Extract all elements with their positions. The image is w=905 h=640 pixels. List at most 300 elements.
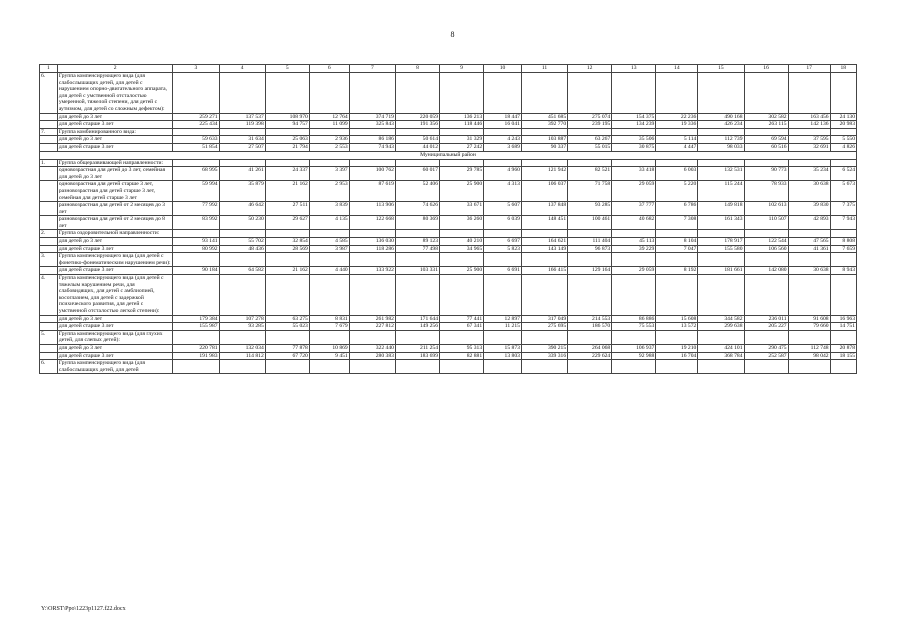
value-cell: 137 537 bbox=[219, 113, 265, 121]
empty-cell bbox=[788, 73, 830, 114]
table-body bbox=[40, 65, 857, 374]
value-cell: 71 758 bbox=[568, 181, 612, 202]
value-cell: 79 660 bbox=[788, 323, 830, 331]
value-cell: 20 983 bbox=[830, 121, 856, 129]
column-number-cell: 16 bbox=[744, 65, 788, 73]
column-number-cell: 2 bbox=[57, 65, 173, 73]
tariff-table bbox=[39, 64, 857, 374]
value-cell: 50 614 bbox=[395, 136, 439, 144]
empty-cell bbox=[395, 128, 439, 136]
empty-cell bbox=[349, 159, 395, 167]
value-cell: 16 704 bbox=[656, 352, 698, 360]
row-number bbox=[40, 238, 58, 246]
value-cell: 55 702 bbox=[219, 238, 265, 246]
empty-cell bbox=[395, 360, 439, 374]
table-row bbox=[40, 136, 857, 144]
value-cell: 5 823 bbox=[484, 245, 522, 253]
empty-cell bbox=[521, 253, 567, 267]
column-number-cell: 17 bbox=[788, 65, 830, 73]
value-cell: 25 900 bbox=[440, 267, 484, 275]
empty-cell bbox=[612, 360, 656, 374]
empty-cell bbox=[219, 73, 265, 114]
row-label: для детей старше 3 лет bbox=[57, 143, 173, 151]
value-cell: 77 992 bbox=[173, 202, 219, 216]
empty-cell bbox=[440, 253, 484, 267]
value-cell: 2 953 bbox=[309, 181, 349, 202]
row-label: одновозрастная для детей старше 3 лет, разновозрастная для детей старше 3 лет, семейная для детей старше 3 лет bbox=[57, 181, 173, 202]
value-cell: 5 607 bbox=[484, 202, 522, 216]
value-cell: 275 695 bbox=[521, 323, 567, 331]
value-cell: 171 644 bbox=[395, 315, 439, 323]
value-cell: 290 475 bbox=[744, 344, 788, 352]
empty-cell bbox=[309, 230, 349, 238]
value-cell: 10 869 bbox=[309, 344, 349, 352]
empty-cell bbox=[521, 360, 567, 374]
column-number-cell: 10 bbox=[484, 65, 522, 73]
column-number-cell: 9 bbox=[440, 65, 484, 73]
empty-cell bbox=[484, 73, 522, 114]
row-label: разновозрастная для детей от 2 месяцев до 3 лет bbox=[57, 202, 173, 216]
value-cell: 106 037 bbox=[521, 181, 567, 202]
table-row bbox=[40, 113, 857, 121]
empty-cell bbox=[349, 360, 395, 374]
value-cell: 33 671 bbox=[440, 202, 484, 216]
empty-cell bbox=[173, 73, 219, 114]
value-cell: 186 570 bbox=[568, 323, 612, 331]
value-cell: 36 260 bbox=[440, 216, 484, 230]
table-row bbox=[40, 143, 857, 151]
empty-cell bbox=[788, 360, 830, 374]
value-cell: 44 012 bbox=[395, 143, 439, 151]
row-number bbox=[40, 121, 58, 129]
empty-cell bbox=[484, 230, 522, 238]
value-cell: 7 943 bbox=[830, 216, 856, 230]
empty-cell bbox=[521, 128, 567, 136]
value-cell: 115 244 bbox=[698, 181, 744, 202]
value-cell: 6 786 bbox=[656, 202, 698, 216]
empty-cell bbox=[440, 330, 484, 344]
value-cell: 93 141 bbox=[173, 238, 219, 246]
value-cell: 142 136 bbox=[788, 121, 830, 129]
value-cell: 4 447 bbox=[656, 143, 698, 151]
table-row bbox=[40, 267, 857, 275]
row-label: одновозрастная для детей до 3 лет, семейная для детей до 3 лет bbox=[57, 167, 173, 181]
value-cell: 8 808 bbox=[830, 238, 856, 246]
empty-cell bbox=[612, 253, 656, 267]
empty-cell bbox=[395, 230, 439, 238]
empty-cell bbox=[698, 230, 744, 238]
value-cell: 113 906 bbox=[349, 202, 395, 216]
row-number: 7. bbox=[40, 128, 58, 136]
empty-cell bbox=[656, 159, 698, 167]
value-cell: 7 047 bbox=[656, 245, 698, 253]
value-cell: 149 818 bbox=[698, 202, 744, 216]
value-cell: 3 839 bbox=[309, 202, 349, 216]
empty-cell bbox=[521, 230, 567, 238]
empty-cell bbox=[788, 159, 830, 167]
empty-cell bbox=[219, 253, 265, 267]
row-number bbox=[40, 267, 58, 275]
empty-cell bbox=[656, 360, 698, 374]
group-row bbox=[40, 330, 857, 344]
empty-cell bbox=[265, 360, 309, 374]
value-cell: 368 784 bbox=[698, 352, 744, 360]
value-cell: 3 397 bbox=[309, 167, 349, 181]
empty-cell bbox=[830, 159, 856, 167]
row-number: 6. bbox=[40, 360, 58, 374]
value-cell: 164 621 bbox=[521, 238, 567, 246]
empty-cell bbox=[440, 159, 484, 167]
value-cell: 392 770 bbox=[521, 121, 567, 129]
empty-cell bbox=[788, 330, 830, 344]
value-cell: 4 135 bbox=[309, 216, 349, 230]
value-cell: 178 917 bbox=[698, 238, 744, 246]
value-cell: 42 893 bbox=[788, 216, 830, 230]
row-number: 1. bbox=[40, 159, 58, 167]
value-cell: 133 922 bbox=[349, 267, 395, 275]
value-cell: 67 341 bbox=[440, 323, 484, 331]
column-number-cell: 15 bbox=[698, 65, 744, 73]
value-cell: 24 130 bbox=[830, 113, 856, 121]
value-cell: 339 316 bbox=[521, 352, 567, 360]
column-number-cell: 11 bbox=[521, 65, 567, 73]
value-cell: 8 943 bbox=[830, 267, 856, 275]
value-cell: 220 059 bbox=[395, 113, 439, 121]
value-cell: 252 587 bbox=[744, 352, 788, 360]
value-cell: 13 572 bbox=[656, 323, 698, 331]
value-cell: 155 987 bbox=[173, 323, 219, 331]
value-cell: 4 960 bbox=[484, 167, 522, 181]
empty-cell bbox=[788, 230, 830, 238]
value-cell: 83 992 bbox=[173, 216, 219, 230]
page-number: 8 bbox=[450, 30, 455, 39]
group-row bbox=[40, 360, 857, 374]
value-cell: 77 441 bbox=[440, 315, 484, 323]
table-row bbox=[40, 216, 857, 230]
value-cell: 136 213 bbox=[440, 113, 484, 121]
row-number bbox=[40, 245, 58, 253]
empty-cell bbox=[440, 128, 484, 136]
value-cell: 4 826 bbox=[830, 143, 856, 151]
value-cell: 13 803 bbox=[484, 352, 522, 360]
value-cell: 102 613 bbox=[744, 202, 788, 216]
row-number: 6. bbox=[40, 73, 58, 114]
value-cell: 148 451 bbox=[521, 216, 567, 230]
empty-cell bbox=[219, 159, 265, 167]
value-cell: 6 691 bbox=[484, 267, 522, 275]
value-cell: 239 195 bbox=[568, 121, 612, 129]
value-cell: 74 943 bbox=[349, 143, 395, 151]
empty-cell bbox=[568, 230, 612, 238]
value-cell: 275 074 bbox=[568, 113, 612, 121]
empty-cell bbox=[265, 275, 309, 316]
value-cell: 5 220 bbox=[656, 181, 698, 202]
value-cell: 31 634 bbox=[219, 136, 265, 144]
empty-cell bbox=[349, 73, 395, 114]
empty-cell bbox=[484, 159, 522, 167]
empty-cell bbox=[173, 330, 219, 344]
value-cell: 280 383 bbox=[349, 352, 395, 360]
empty-cell bbox=[521, 275, 567, 316]
value-cell: 82 521 bbox=[568, 167, 612, 181]
value-cell: 27 507 bbox=[219, 143, 265, 151]
row-number: 5. bbox=[40, 330, 58, 344]
group-title: Группа компенсирующего вида (для слабослышащих детей, для детей с нарушением опорно-двигательного аппарата, для детей с умственной отсталостью умеренной, тяжелой степени, для детей с аутизмом, для детей со сложным дефектом): bbox=[57, 73, 173, 114]
value-cell: 63 275 bbox=[265, 315, 309, 323]
value-cell: 103 331 bbox=[395, 267, 439, 275]
empty-cell bbox=[484, 128, 522, 136]
value-cell: 41 361 bbox=[788, 245, 830, 253]
row-number: 2. bbox=[40, 230, 58, 238]
group-row bbox=[40, 159, 857, 167]
value-cell: 229 624 bbox=[568, 352, 612, 360]
value-cell: 225 434 bbox=[173, 121, 219, 129]
empty-cell bbox=[484, 360, 522, 374]
value-cell: 4 243 bbox=[484, 136, 522, 144]
value-cell: 183 699 bbox=[395, 352, 439, 360]
value-cell: 30 875 bbox=[612, 143, 656, 151]
table-row bbox=[40, 202, 857, 216]
empty-cell bbox=[265, 159, 309, 167]
row-number bbox=[40, 323, 58, 331]
value-cell: 29 059 bbox=[612, 181, 656, 202]
empty-cell bbox=[612, 330, 656, 344]
value-cell: 107 278 bbox=[219, 315, 265, 323]
empty-cell bbox=[830, 330, 856, 344]
value-cell: 16 041 bbox=[484, 121, 522, 129]
table-row bbox=[40, 352, 857, 360]
empty-cell bbox=[395, 73, 439, 114]
row-label: для детей до 3 лет bbox=[57, 315, 173, 323]
value-cell: 51 854 bbox=[173, 143, 219, 151]
value-cell: 47 565 bbox=[788, 238, 830, 246]
value-cell: 118 446 bbox=[440, 121, 484, 129]
row-label: для детей старше 3 лет bbox=[57, 323, 173, 331]
empty-cell bbox=[173, 128, 219, 136]
value-cell: 111 404 bbox=[568, 238, 612, 246]
value-cell: 155 580 bbox=[698, 245, 744, 253]
column-number-cell: 3 bbox=[173, 65, 219, 73]
value-cell: 2 553 bbox=[309, 143, 349, 151]
value-cell: 149 256 bbox=[395, 323, 439, 331]
empty-cell bbox=[568, 73, 612, 114]
value-cell: 122 544 bbox=[744, 238, 788, 246]
value-cell: 191 356 bbox=[395, 121, 439, 129]
column-number-cell: 5 bbox=[265, 65, 309, 73]
table-row bbox=[40, 245, 857, 253]
value-cell: 154 375 bbox=[612, 113, 656, 121]
value-cell: 55 023 bbox=[265, 323, 309, 331]
value-cell: 114 812 bbox=[219, 352, 265, 360]
file-path-footer: Y:\ORST\Ppo\1223p1127.f22.docx bbox=[41, 606, 126, 612]
value-cell: 7 659 bbox=[830, 245, 856, 253]
value-cell: 59 633 bbox=[173, 136, 219, 144]
empty-cell bbox=[744, 73, 788, 114]
value-cell: 48 436 bbox=[219, 245, 265, 253]
empty-cell bbox=[395, 253, 439, 267]
empty-cell bbox=[568, 330, 612, 344]
value-cell: 261 982 bbox=[349, 315, 395, 323]
group-row bbox=[40, 73, 857, 114]
value-cell: 35 234 bbox=[788, 167, 830, 181]
value-cell: 181 661 bbox=[698, 267, 744, 275]
row-number bbox=[40, 136, 58, 144]
empty-cell bbox=[744, 230, 788, 238]
empty-cell bbox=[173, 360, 219, 374]
empty-cell bbox=[173, 159, 219, 167]
empty-cell bbox=[265, 330, 309, 344]
value-cell: 129 164 bbox=[568, 267, 612, 275]
value-cell: 325 843 bbox=[349, 121, 395, 129]
value-cell: 80 369 bbox=[395, 216, 439, 230]
value-cell: 63 267 bbox=[568, 136, 612, 144]
value-cell: 5 673 bbox=[830, 181, 856, 202]
column-number-cell: 1 bbox=[40, 65, 58, 73]
row-label: для детей старше 3 лет bbox=[57, 245, 173, 253]
empty-cell bbox=[173, 253, 219, 267]
value-cell: 15 873 bbox=[484, 344, 522, 352]
column-number-cell: 7 bbox=[349, 65, 395, 73]
empty-cell bbox=[309, 275, 349, 316]
value-cell: 37 777 bbox=[612, 202, 656, 216]
value-cell: 100 762 bbox=[349, 167, 395, 181]
value-cell: 317 049 bbox=[521, 315, 567, 323]
value-cell: 179 384 bbox=[173, 315, 219, 323]
value-cell: 21 162 bbox=[265, 267, 309, 275]
value-cell: 39 830 bbox=[788, 202, 830, 216]
row-number bbox=[40, 216, 58, 230]
value-cell: 98 042 bbox=[788, 352, 830, 360]
row-number bbox=[40, 315, 58, 323]
row-label: для детей старше 3 лет bbox=[57, 121, 173, 129]
empty-cell bbox=[698, 253, 744, 267]
value-cell: 106 560 bbox=[744, 245, 788, 253]
empty-cell bbox=[612, 230, 656, 238]
row-number: 4. bbox=[40, 275, 58, 316]
value-cell: 112 748 bbox=[788, 344, 830, 352]
value-cell: 92 988 bbox=[612, 352, 656, 360]
empty-cell bbox=[219, 330, 265, 344]
row-label: разновозрастная для детей от 2 месяцев до 8 лет bbox=[57, 216, 173, 230]
empty-cell bbox=[744, 128, 788, 136]
value-cell: 5 114 bbox=[656, 136, 698, 144]
table-row bbox=[40, 323, 857, 331]
value-cell: 163 456 bbox=[788, 113, 830, 121]
value-cell: 40 210 bbox=[440, 238, 484, 246]
empty-cell bbox=[349, 275, 395, 316]
column-number-cell: 12 bbox=[568, 65, 612, 73]
value-cell: 6 524 bbox=[830, 167, 856, 181]
row-label: для детей до 3 лет bbox=[57, 113, 173, 121]
value-cell: 6 039 bbox=[484, 216, 522, 230]
value-cell: 90 337 bbox=[521, 143, 567, 151]
value-cell: 86 886 bbox=[612, 315, 656, 323]
value-cell: 93 285 bbox=[219, 323, 265, 331]
empty-cell bbox=[265, 128, 309, 136]
value-cell: 302 582 bbox=[744, 113, 788, 121]
empty-cell bbox=[219, 230, 265, 238]
value-cell: 132 531 bbox=[698, 167, 744, 181]
value-cell: 137 848 bbox=[521, 202, 567, 216]
value-cell: 30 638 bbox=[788, 181, 830, 202]
value-cell: 95 313 bbox=[440, 344, 484, 352]
value-cell: 18 447 bbox=[484, 113, 522, 121]
value-cell: 299 638 bbox=[698, 323, 744, 331]
value-cell: 14 751 bbox=[830, 323, 856, 331]
empty-cell bbox=[484, 253, 522, 267]
empty-cell bbox=[698, 73, 744, 114]
empty-cell bbox=[484, 275, 522, 316]
value-cell: 191 983 bbox=[173, 352, 219, 360]
empty-cell bbox=[788, 128, 830, 136]
value-cell: 121 942 bbox=[521, 167, 567, 181]
empty-cell bbox=[830, 128, 856, 136]
value-cell: 29 627 bbox=[265, 216, 309, 230]
value-cell: 374 719 bbox=[349, 113, 395, 121]
value-cell: 220 781 bbox=[173, 344, 219, 352]
value-cell: 490 168 bbox=[698, 113, 744, 121]
value-cell: 214 553 bbox=[568, 315, 612, 323]
empty-cell bbox=[698, 159, 744, 167]
value-cell: 122 668 bbox=[349, 216, 395, 230]
value-cell: 112 739 bbox=[698, 136, 744, 144]
value-cell: 86 186 bbox=[349, 136, 395, 144]
value-cell: 132 034 bbox=[219, 344, 265, 352]
empty-cell bbox=[656, 128, 698, 136]
empty-cell bbox=[309, 128, 349, 136]
empty-cell bbox=[830, 275, 856, 316]
value-cell: 119 398 bbox=[219, 121, 265, 129]
value-cell: 161 343 bbox=[698, 216, 744, 230]
row-number bbox=[40, 143, 58, 151]
value-cell: 134 239 bbox=[612, 121, 656, 129]
row-number bbox=[40, 344, 58, 352]
empty-cell bbox=[349, 230, 395, 238]
empty-cell bbox=[440, 360, 484, 374]
row-label: для детей до 3 лет bbox=[57, 136, 173, 144]
group-title: Группа общеразвивающей направленности: bbox=[57, 159, 173, 167]
value-cell: 77 878 bbox=[265, 344, 309, 352]
value-cell: 11 215 bbox=[484, 323, 522, 331]
value-cell: 31 329 bbox=[440, 136, 484, 144]
empty-cell bbox=[309, 330, 349, 344]
value-cell: 80 992 bbox=[173, 245, 219, 253]
value-cell: 39 229 bbox=[612, 245, 656, 253]
empty-cell bbox=[830, 360, 856, 374]
empty-cell bbox=[173, 230, 219, 238]
empty-cell bbox=[568, 360, 612, 374]
value-cell: 35 879 bbox=[219, 181, 265, 202]
table-row bbox=[40, 344, 857, 352]
value-cell: 264 068 bbox=[568, 344, 612, 352]
value-cell: 7 679 bbox=[309, 323, 349, 331]
value-cell: 55 015 bbox=[568, 143, 612, 151]
empty-cell bbox=[219, 128, 265, 136]
value-cell: 166 415 bbox=[521, 267, 567, 275]
empty-cell bbox=[612, 128, 656, 136]
value-cell: 4 585 bbox=[309, 238, 349, 246]
group-title: Группа компенсирующего вида (для глухих детей, для слепых детей): bbox=[57, 330, 173, 344]
value-cell: 64 582 bbox=[219, 267, 265, 275]
column-number-row bbox=[40, 65, 857, 73]
value-cell: 426 234 bbox=[698, 121, 744, 129]
empty-cell bbox=[830, 253, 856, 267]
group-title: Группа компенсирующего вида (для слабослышащих детей, для детей bbox=[57, 360, 173, 374]
value-cell: 90 773 bbox=[744, 167, 788, 181]
row-number bbox=[40, 202, 58, 216]
row-number bbox=[40, 181, 58, 202]
empty-cell bbox=[698, 128, 744, 136]
